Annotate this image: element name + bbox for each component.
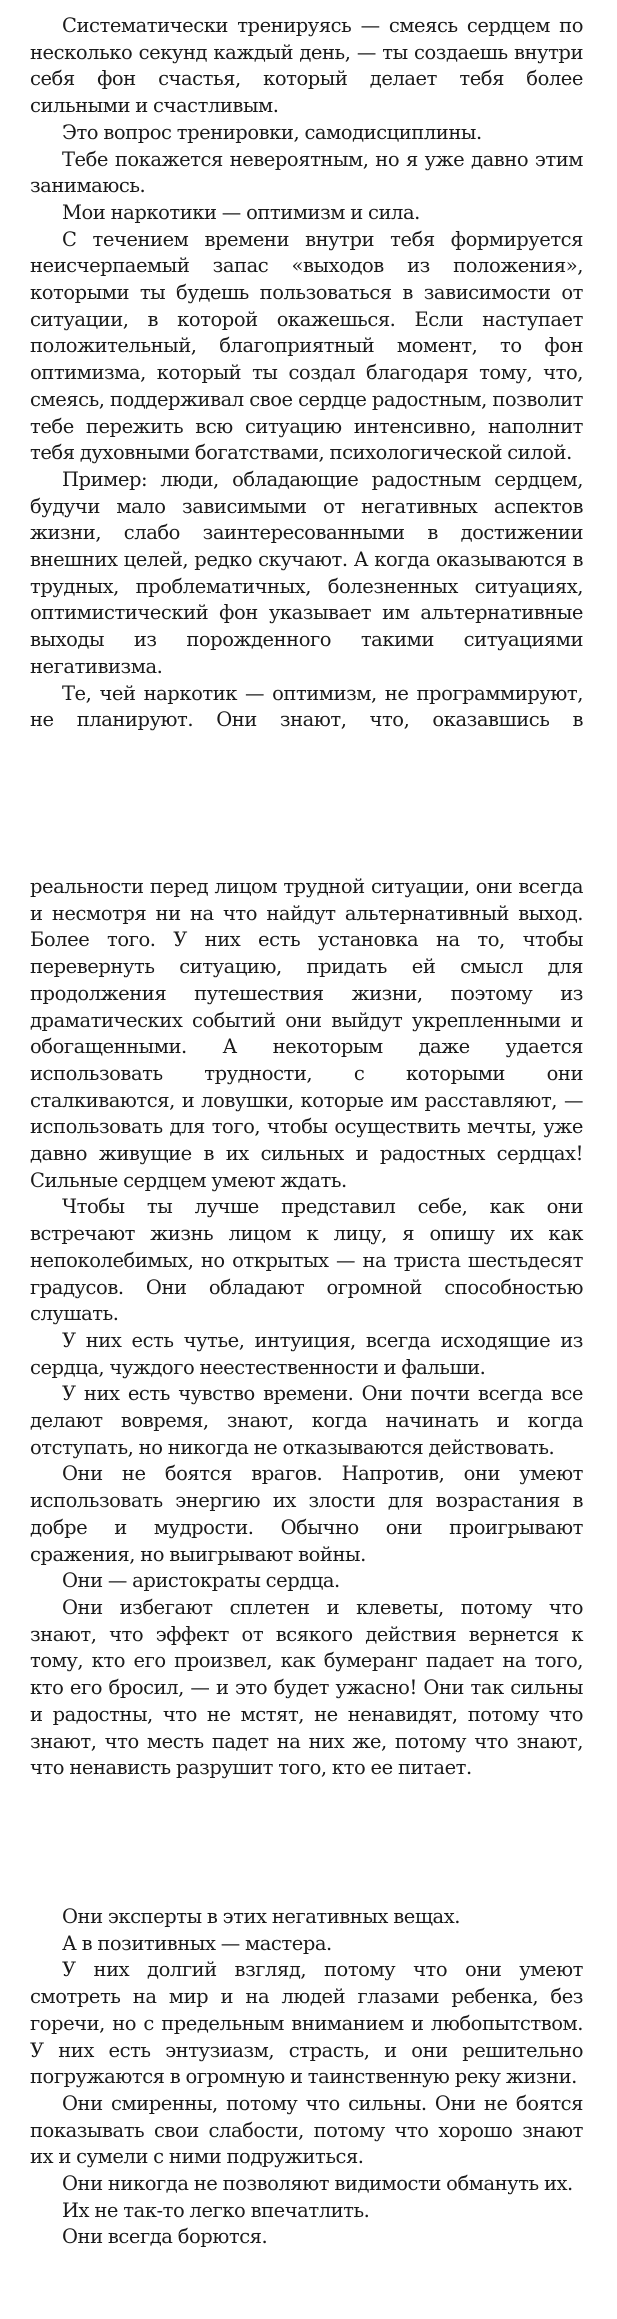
paragraph: Мои наркотики — оптимизм и сила. xyxy=(62,200,420,224)
paragraph: Они избегают сплетен и клеветы, потому что знают, что эффект от всякого действия вернется к тому, кто его произвел, как бумеранг падает на того, кто его бросил, — и это будет ужасно! Они так сильны и радостны, что не мстят, не ненавидят, потому что знают, что месть падет на них же, потому что знают, что ненависть разрушит того, кто ее питает. xyxy=(30,1595,583,1780)
paragraph: Они всегда борются. xyxy=(62,2225,268,2249)
paragraph: Они — аристократы сердца. xyxy=(62,1569,340,1593)
text-block-1 xyxy=(30,13,583,734)
paragraph: Они эксперты в этих негативных вещах. xyxy=(62,1905,460,1928)
paragraph: Они смиренны, потому что сильны. Они не боятся показывать свои слабости, потому что хорошо знают их и сумели с ними подружиться. xyxy=(30,2091,583,2169)
paragraph: С течением времени внутри тебя формируется неисчерпаемый запас «выходов из положения», которыми ты будешь пользоваться в зависимости от ситуации, в которой окажешься. Если наступает положительный, благоприятный момент, то фон оптимизма, который ты создал благодаря тому, что, смеясь, поддерживал свое сердце радостным, позволит тебе пережить всю ситуацию интенсивно, наполнит тебя духовными богатствами, психологической силой. xyxy=(30,227,583,465)
paragraph: А в позитивных — мастера. xyxy=(62,1931,332,1955)
paragraph: Их не так-то легко впечатлить. xyxy=(62,2198,370,2222)
paragraph: У них есть чувство времени. Они почти всегда все делают вовремя, знают, когда начинать и когда отступать, но никогда не отказываются действовать. xyxy=(30,1382,583,1459)
text-block-3 xyxy=(30,1904,583,2251)
paragraph: У них есть чутье, интуиция, всегда исходящие из сердца, чуждого неестественности и фальши. xyxy=(30,1328,583,1379)
paragraph: У них долгий взгляд, потому что они умеют смотреть на мир и на людей глазами ребенка, без горечи, но с предельным вниманием и любопытством. У них есть энтузиазм, страсть, и они решительно погружаются в огромную и таинственную реку жизни. xyxy=(30,1958,583,2089)
paragraph: реальности перед лицом трудной ситуации, они всегда и несмотря ни на что найдут альтернативный выход. Более того. У них есть установка на то, чтобы перевернуть ситуацию, придать ей смысл для продолжения путешествия жизни, поэтому из драматических событий они выйдут укрепленными и обогащенными. А некоторым даже удается использовать трудности, с которыми они сталкиваются, и ловушки, которые им расставляют, — использовать для того, чтобы осуществить мечты, уже давно живущие в их сильных и радостных сердцах! Сильные сердцем умеют ждать. xyxy=(30,875,583,1192)
text-block-2 xyxy=(30,874,583,1782)
paragraph: Тебе покажется невероятным, но я уже давно этим занимаюсь. xyxy=(30,147,583,198)
paragraph: Пример: люди, обладающие радостным сердцем, будучи мало зависимыми от негативных аспектов жизни, слабо заинтересованными в достижении внешних целей, редко скучают. А когда оказываются в трудных, проблематичных, болезненных ситуациях, оптимистический фон указывает им альтернативные выходы из порожденного такими ситуациями негативизма. xyxy=(30,467,583,678)
paragraph: Систематически тренируясь — смеясь сердцем по несколько секунд каждый день, — ты создаешь внутри себя фон счастья, который делает тебя более сильными и счастливым. xyxy=(30,14,583,118)
paragraph: Те, чей наркотик — оптимизм, не программируют, не планируют. Они знают, что, оказавшись в xyxy=(30,681,583,732)
paragraph: Они не боятся врагов. Напротив, они умеют использовать энергию их злости для возрастания в добре и мудрости. Обычно они проигрывают сражения, но выигрывают войны. xyxy=(30,1462,583,1566)
paragraph: Это вопрос тренировки, самодисциплины. xyxy=(62,120,482,144)
paragraph: Чтобы ты лучше представил себе, как они встречают жизнь лицом к лицу, я опишу их как непоколебимых, но открытых — на триста шестьдесят градусов. Они обладают огромной способностью слушать. xyxy=(30,1195,583,1326)
paragraph: Они никогда не позволяют видимости обмануть их. xyxy=(62,2172,573,2196)
